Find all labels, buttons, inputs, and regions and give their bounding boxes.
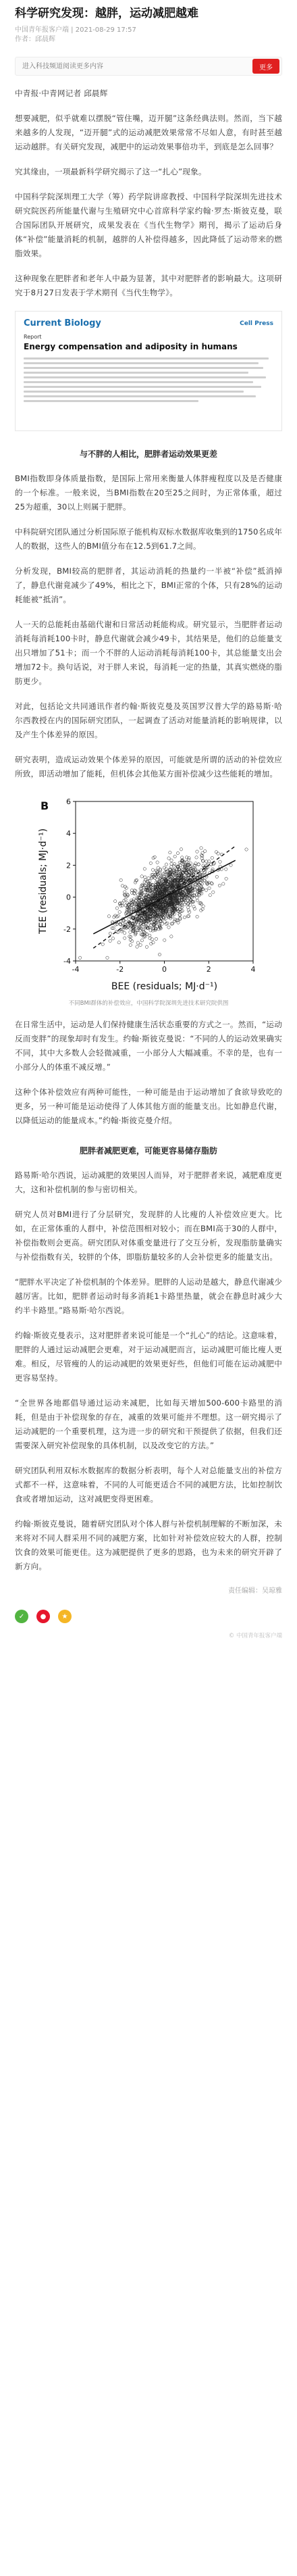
- y-tick-label: 2: [66, 861, 71, 870]
- editor-credit: 责任编辑：吴琼雅: [228, 1587, 282, 1595]
- y-tick-label: 6: [66, 797, 71, 806]
- scatter-point: [169, 851, 171, 853]
- section-heading: 肥胖者减肥更难，可能更容易储存脂肪: [79, 1146, 217, 1156]
- scatter-point: [149, 862, 152, 864]
- scatter-chart: [34, 793, 263, 996]
- body-paragraph: 研究表明，造成运动效果个体差异的原因，可能就是所谓的活动的补偿效应所致，即活动增加了能耗，但机体会其他某方面补偿减少这些能耗的增加。: [15, 755, 282, 778]
- scatter-point: [115, 907, 118, 910]
- scatter-point: [202, 905, 205, 908]
- x-tick-label: -4: [72, 965, 80, 974]
- article-title: 科学研究发现：越胖，运动减肥越难: [15, 7, 198, 20]
- journal-name: Current Biology: [24, 318, 101, 328]
- paper-title: Energy compensation and adiposity in humans: [24, 342, 238, 351]
- scatter-point: [202, 860, 205, 862]
- scatter-point: [136, 941, 139, 944]
- scatter-point: [123, 932, 126, 935]
- scatter-figure: [15, 793, 282, 1007]
- scatter-point: [196, 899, 198, 901]
- scatter-point: [170, 935, 173, 938]
- scatter-point: [114, 914, 117, 917]
- scatter-point: [212, 891, 215, 893]
- scatter-point: [136, 945, 138, 948]
- scatter-point: [113, 916, 115, 918]
- scatter-point: [185, 860, 188, 863]
- y-tick-label: -2: [63, 924, 71, 934]
- x-axis-label: BEE (residuals; MJ·d⁻¹): [111, 981, 218, 992]
- scatter-point: [170, 865, 173, 868]
- scatter-point: [202, 864, 205, 867]
- scatter-point: [211, 883, 213, 885]
- scatter-point: [143, 868, 146, 870]
- scatter-point: [184, 862, 187, 864]
- regression-line: [93, 860, 235, 934]
- scatter-point: [215, 851, 217, 853]
- scatter-point: [118, 910, 121, 913]
- scatter-point: [222, 883, 225, 885]
- scatter-point: [134, 881, 136, 884]
- scatter-point: [140, 875, 143, 878]
- x-tick-label: 4: [250, 965, 256, 974]
- scatter-point: [157, 866, 159, 869]
- scatter-point: [117, 941, 120, 944]
- search-input[interactable]: [16, 57, 252, 75]
- scatter-point: [111, 937, 114, 940]
- x-tick-label: 2: [206, 965, 211, 974]
- scatter-point: [209, 893, 211, 896]
- body-paragraph: BMI指数即身体质量指数，是国际上常用来衡量人体胖瘦程度以及是否健康的一个标准。一般来说，当BMI指数在20至25之间时，为正常体重，超过25为超重，30以上则属于肥胖。: [15, 474, 282, 512]
- body-paragraph: 研究人员对BMI进行了分层研究，发现胖的人比瘦的人补偿效应更大。比如，在正常体重的人群中，补偿范围相对较小；而在BMI高于30的人群中，补偿指数则会更高。研究团队对体重变量进行了交互分析，发现脂肪量确实与补偿指数有关，较胖的个体，即脂肪量较多的人会补偿更多的能量支出。: [15, 1210, 282, 1262]
- scatter-point: [167, 857, 170, 860]
- author-list-placeholder: [24, 357, 273, 402]
- scatter-point: [211, 856, 213, 859]
- panel-label: B: [40, 799, 49, 812]
- y-tick-label: -4: [63, 957, 71, 966]
- scatter-point: [225, 877, 227, 880]
- body-paragraph: 对此，包括论文共同通讯作者约翰·斯彼克曼及英国罗汉普大学的路易斯·哈尔西教授在内的国际研究团队，一起调查了活动对能量消耗的影响规律，以及产生个体差异的原因。: [15, 701, 282, 739]
- scatter-point: [170, 859, 173, 862]
- scatter-point: [217, 852, 219, 855]
- scatter-point: [167, 926, 170, 928]
- scatter-point: [183, 916, 186, 918]
- y-axis-label: TEE (residuals; MJ·d⁻¹): [38, 828, 49, 935]
- scatter-point: [129, 943, 132, 946]
- scatter-point: [113, 899, 116, 902]
- section-heading: 与不胖的人相比，肥胖者运动效果更差: [79, 449, 217, 459]
- scatter-point: [158, 953, 161, 956]
- scatter-point: [147, 876, 150, 879]
- scatter-point: [121, 904, 124, 907]
- scatter-point: [165, 863, 167, 866]
- scatter-point: [201, 855, 204, 858]
- scatter-point: [156, 861, 159, 864]
- scatter-point: [78, 956, 81, 959]
- scatter-point: [140, 939, 143, 941]
- scatter-point: [205, 889, 207, 891]
- scatter-point: [200, 847, 202, 849]
- scatter-point: [144, 878, 146, 881]
- scatter-point: [144, 876, 146, 878]
- x-tick-label: -2: [116, 965, 124, 974]
- scatter-point: [215, 875, 218, 878]
- body-paragraph: 人一天的总能耗由基础代谢和日常活动耗能构成。研究显示，当肥胖者运动消耗每消耗100卡时，静息代谢就会减少49卡，其结果是，他们的总能量支出只增加了51卡；而一个不胖的人运动消耗每消耗100卡，其总能量支出会增加72卡。换句话说，对于胖人来说，每消耗一定的热量，其真实燃烧的脂肪更少。: [15, 620, 282, 686]
- scatter-point: [197, 863, 200, 866]
- body-paragraph: 在日常生活中，运动是人们保持健康生活状态重要的方式之一。然而，“运动反而变胖”的现象却时有发生。约翰·斯彼克曼说：“不同的人的运动效果确实不同，其中大多数人会轻微减重，一小部分人大幅减重。不幸的是，也有一小部分人的体重不减反增。”: [15, 1020, 282, 1072]
- scatter-point: [163, 920, 166, 923]
- scatter-point: [180, 910, 183, 912]
- scatter-point: [173, 862, 176, 865]
- body-paragraph: “全世界各地都倡导通过运动来减肥，比如每天增加500-600卡路里的消耗，但是由于补偿现象的存在，减重的效果可能并不理想。这一研究揭示了运动减肥的一个重要机理，这为进一步的研究和干预提供了依据，但我们还需要深入研究补偿现象的具体机制，以及改变它的方法。”: [15, 1398, 282, 1450]
- body-paragraph: 这种现象在肥胖者和老年人中最为显著，其中对肥胖者的影响最大。这项研究于8月27日发表于学术期刊《当代生物学》。: [15, 274, 282, 297]
- scatter-point: [200, 857, 203, 860]
- byline-paragraph: 中青报·中青网记者 邱晨辉: [15, 89, 108, 98]
- scatter-point: [196, 915, 198, 918]
- body-paragraph: 这种个体补偿效应有两种可能性，一种可能是由于运动增加了食欲导致吃的更多，另一种可能是运动使得了人体其他方面的能量支出。比如静息代谢，以降低运动的能量成本。”约翰·斯彼克曼介绍。: [15, 1087, 282, 1125]
- scatter-point: [170, 862, 173, 865]
- body-paragraph: 约翰·斯彼克曼表示，这对肥胖者来说可能是一个“扎心”的结论。这意味着，肥胖的人通过运动减肥会更难，对于运动减肥而言，运动减肥可能比瘦人更难。相反，尽管瘦的人的运动减肥的效果更好些，但他们可能在运动减肥中更容易坚持。: [15, 1331, 282, 1383]
- body-paragraph: 中科院研究团队通过分析国际原子能机构双标水数据库收集到的1750名成年人的数据，这些人的BMI值分布在12.5到61.7之间。: [15, 527, 282, 551]
- scatter-point: [225, 868, 227, 870]
- body-paragraph: 想要减肥，似乎就难以摆脱“管住嘴，迈开腿”这条经典法则。然而，当下越来越多的人发现，“迈开腿”式的运动减肥效果常常不尽如人意，有时甚至越运动越胖。有关研究发现，减肥中的运动效果事倍功半，到底是怎么回事？: [15, 114, 282, 151]
- figure-caption: 不同BMI群体的补偿效应，中国科学院深圳先进技术研究院供图: [68, 1000, 229, 1007]
- scatter-point: [219, 860, 221, 863]
- scatter-point: [218, 884, 221, 887]
- y-tick-label: 4: [66, 829, 71, 839]
- scatter-point: [186, 906, 189, 909]
- scatter-point: [190, 892, 193, 895]
- x-tick-label: 0: [162, 965, 167, 974]
- scatter-point: [101, 943, 104, 945]
- scatter-point: [134, 889, 137, 892]
- article-source: 中国青年报客户端 | 2021-08-29 17:57: [15, 26, 136, 34]
- body-paragraph: 研究团队利用双标水数据库的数据分析表明，每个人对总能量支出的补偿方式都不一样，这意味着，不同的人可能更适合不同的减肥方法，比如控制饮食或者增加运动，这对减肥变得更困难。: [15, 1466, 282, 1504]
- scatter-point: [188, 911, 190, 914]
- scatter-point: [109, 939, 111, 942]
- scatter-point: [181, 910, 184, 912]
- scatter-point: [187, 909, 190, 912]
- body-paragraph: 约翰·斯彼克曼说，随着研究团队对个体人群与补偿机制理解的不断加深，未来将对不同人群采用不同的减肥方案，比如针对补偿效应较大的人群，控制饮食的效果可能更佳。这为减肥提供了更多的思路，也为未来的研究开辟了新方向。: [15, 1519, 282, 1571]
- scatter-point: [163, 939, 166, 941]
- y-tick-label: 0: [66, 893, 71, 902]
- body-paragraph: 路易斯·哈尔西说，运动减肥的效果因人而异，对于肥胖者来说，减肥难度更大，这和补偿机制的参与密切相关。: [15, 1170, 282, 1194]
- body-paragraph: “肥胖水平决定了补偿机制的个体差异。肥胖的人运动是越大，静息代谢减少越厉害。比如，肥胖者运动时每多消耗1卡路里热量，就会在静息时减少大约半卡路里。”路易斯·哈尔西说。: [15, 1277, 282, 1315]
- scatter-point: [128, 918, 130, 920]
- scatter-point: [189, 903, 192, 906]
- scatter-point: [139, 943, 142, 946]
- scatter-point: [173, 855, 176, 858]
- scatter-point: [151, 868, 154, 871]
- scatter-point: [208, 887, 211, 889]
- scatter-point: [107, 915, 110, 918]
- more-button[interactable]: 更多: [252, 59, 279, 74]
- publisher-logo: Cell Press: [240, 320, 273, 327]
- scatter-point: [196, 850, 198, 853]
- body-paragraph: 分析发现，BMI较高的肥胖者，其运动消耗的热量约一半被“补偿”抵消掉了，静息代谢竟减少了49%，相比之下，BMI正常的个体，只有28%的运动耗能被“抵消”。: [15, 566, 282, 604]
- scatter-point: [176, 851, 179, 854]
- qzone-share-icon[interactable]: ★: [58, 1610, 72, 1623]
- channel-search-bar: [15, 57, 282, 76]
- scatter-point: [180, 848, 182, 851]
- weibo-share-icon[interactable]: ●: [36, 1610, 50, 1623]
- scatter-point: [106, 956, 109, 959]
- article-meta: [15, 26, 282, 45]
- scatter-point: [109, 932, 111, 935]
- scatter-point: [149, 924, 152, 926]
- scatter-point: [119, 878, 122, 881]
- body-paragraph: 中国科学院深圳理工大学（筹）药学院讲席教授、中国科学院深圳先进技术研究院医药所能量代谢与生殖研究中心首席科学家约翰·罗杰·斯彼克曼，联合国际团队开展研究，成果发表在《当代生物学》期刊，揭示了运动后身体“补偿”能量消耗的机制，越胖的人补偿得越多，因此降低了运动带来的燃脂效果。: [15, 192, 282, 258]
- body-paragraph: 究其缘由，一项最新科学研究揭示了这一“扎心”现象。: [15, 167, 207, 176]
- scatter-point: [145, 945, 148, 948]
- article-author: 作者：邱晨辉: [15, 36, 55, 43]
- scatter-point: [178, 861, 181, 864]
- share-bar: [15, 1610, 282, 1623]
- scatter-point: [230, 864, 232, 866]
- scatter-point: [123, 937, 126, 939]
- scatter-point: [121, 885, 124, 887]
- scatter-point: [196, 896, 198, 899]
- scatter-point: [155, 937, 157, 940]
- scatter-point: [245, 848, 248, 851]
- scatter-point: [195, 856, 198, 859]
- journal-figure: [15, 311, 282, 431]
- wechat-share-icon[interactable]: ✓: [15, 1610, 28, 1623]
- article-type-label: Report: [24, 334, 42, 340]
- copyright-watermark: © 中国青年报客户端: [228, 1633, 282, 1639]
